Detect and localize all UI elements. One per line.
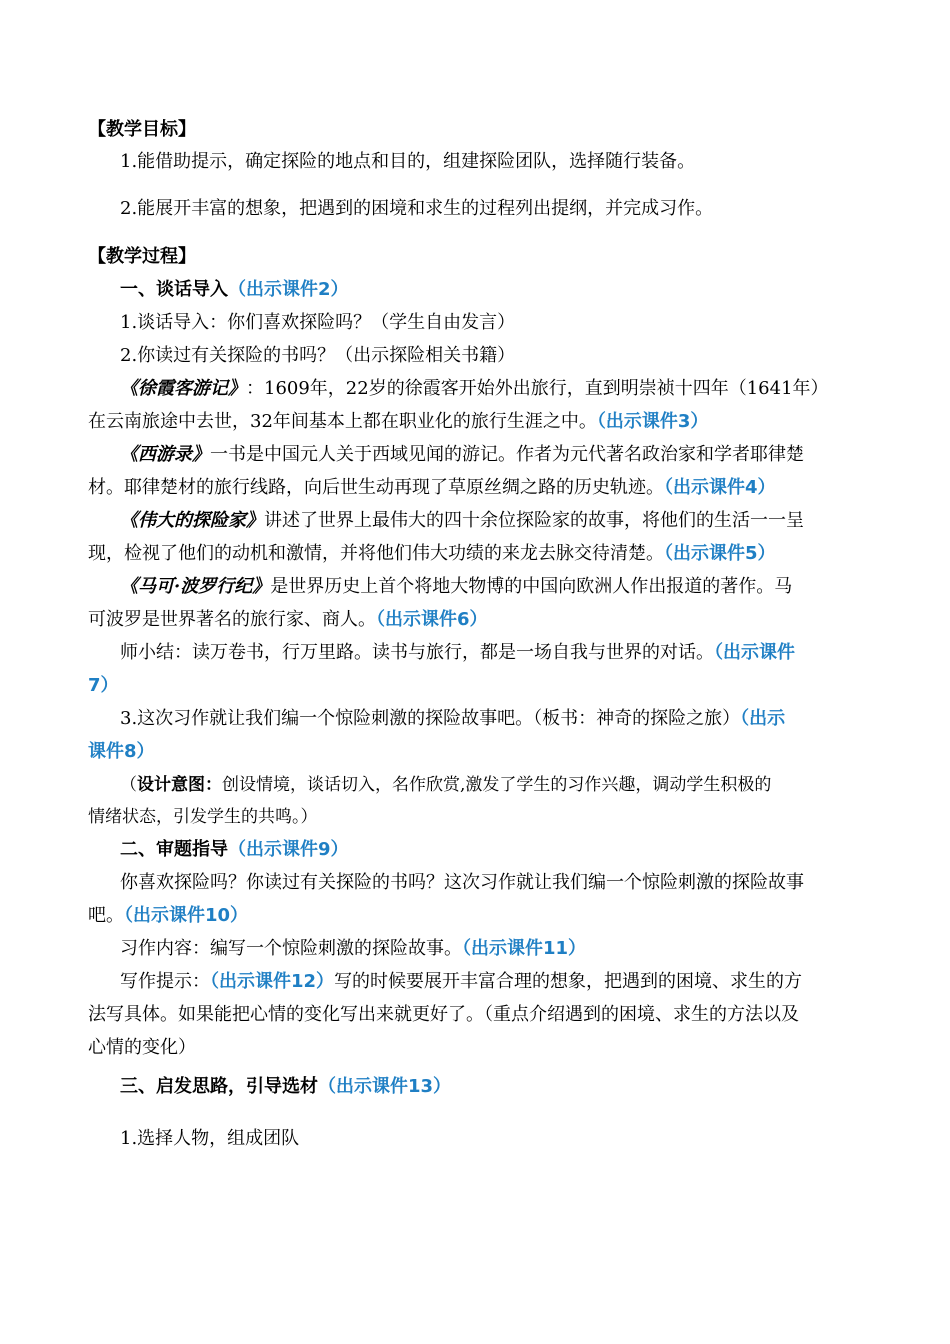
book1-line1	[120, 378, 829, 400]
book4-note: （出示课件6）	[376, 609, 488, 630]
book3-title: 《伟大的探险家》	[120, 510, 264, 531]
part3-item1: 1.选择人物，组成团队	[120, 1128, 300, 1149]
design-line2: 情绪状态，引发学生的共鸣。）	[88, 807, 318, 827]
book3-line2	[88, 543, 776, 565]
book3-text2: 现，检视了他们的动机和激情，并将他们伟大功绩的来龙去脉交待清楚。	[88, 543, 664, 564]
design-label: 设计意图：	[137, 775, 222, 795]
part3-heading-line	[120, 1076, 451, 1098]
part2-tips-line1	[120, 971, 802, 993]
book3-note: （出示课件5）	[664, 543, 776, 564]
part2-content-line	[120, 938, 586, 960]
part2-p1-note: （出示课件10）	[124, 905, 249, 926]
part1-heading-line	[120, 279, 349, 301]
design-line1	[120, 774, 771, 796]
book2-text2: 材。耶律楚材的旅行线路，向后世生动再现了草原丝绸之路的历史轨迹。	[88, 477, 664, 498]
part2-tips-note: （出示课件12）	[210, 971, 335, 992]
book2-line2	[88, 477, 776, 499]
book4-line2	[88, 609, 488, 631]
item3-line1	[120, 708, 785, 730]
book2-text1: 一书是中国元人关于西域见闻的游记。作者为元代著名政治家和学者耶律楚	[210, 444, 804, 465]
summary-note-1: （出示课件	[714, 642, 795, 663]
book1-text1: ：1609年，22岁的徐霞客开始外出旅行，直到明崇祯十四年（1641年）	[246, 378, 829, 399]
part1-heading-note: （出示课件2）	[228, 279, 349, 300]
part2-heading-note: （出示课件9）	[228, 839, 349, 860]
summary-line2	[88, 675, 119, 697]
design-prefix: （	[120, 775, 137, 795]
summary-note-2: 7）	[88, 675, 119, 696]
book2-note: （出示课件4）	[664, 477, 776, 498]
goals-heading: 【教学目标】	[88, 119, 196, 140]
part3-heading: 三、启发思路，引导选材	[120, 1076, 318, 1097]
book3-line1	[120, 510, 804, 532]
part2-p1-line2	[88, 905, 248, 927]
process-heading: 【教学过程】	[88, 246, 196, 267]
summary-line1	[120, 642, 795, 664]
part2-p1-text2: 吧。	[88, 905, 124, 926]
book1-line2	[88, 411, 708, 433]
part2-tips-prefix: 写作提示：	[120, 971, 210, 992]
book1-title: 《徐霞客游记》	[120, 378, 246, 399]
part2-tips-line2: 法写具体。如果能把心情的变化写出来就更好了。（重点介绍遇到的困境、求生的方法以及	[88, 1004, 799, 1025]
book2-title: 《西游录》	[120, 444, 210, 465]
book2-line1	[120, 444, 804, 466]
part1-item2: 2.你读过有关探险的书吗？（出示探险相关书籍）	[120, 345, 516, 366]
part1-heading: 一、谈话导入	[120, 279, 228, 300]
part2-heading: 二、审题指导	[120, 839, 228, 860]
part2-content-note: （出示课件11）	[462, 938, 587, 959]
book4-title: 《马可·波罗行纪》	[120, 576, 271, 597]
book1-note: （出示课件3）	[596, 411, 709, 432]
item3-note-2: 课件8）	[88, 741, 155, 762]
book4-text1: 是世界历史上首个将地大物博的中国向欧洲人作出报道的著作。马	[270, 576, 793, 597]
item3-line2	[88, 741, 155, 763]
part2-content: 习作内容：编写一个惊险刺激的探险故事。	[120, 938, 462, 959]
part2-tips-line3: 心情的变化）	[88, 1037, 196, 1058]
part3-heading-note: （出示课件13）	[318, 1076, 452, 1097]
item3-text: 3.这次习作就让我们编一个惊险刺激的探险故事吧。（板书：神奇的探险之旅）	[120, 708, 741, 729]
part2-heading-line	[120, 839, 349, 861]
book4-line1	[120, 576, 792, 598]
part2-tips-text1: 写的时候要展开丰富合理的想象，把遇到的困境、求生的方	[334, 971, 803, 992]
book3-text1: 讲述了世界上最伟大的四十余位探险家的故事，将他们的生活一一呈	[264, 510, 804, 531]
goal-2: 2.能展开丰富的想象，把遇到的困境和求生的过程列出提纲，并完成习作。	[120, 198, 714, 219]
book1-text2: 在云南旅途中去世，32年间基本上都在职业化的旅行生涯之中。	[88, 411, 597, 432]
goal-1: 1.能借助提示，确定探险的地点和目的，组建探险团队，选择随行装备。	[120, 151, 696, 172]
summary-text: 师小结：读万卷书，行万里路。读书与旅行，都是一场自我与世界的对话。	[120, 642, 714, 663]
part1-item1: 1.谈话导入：你们喜欢探险吗？（学生自由发言）	[120, 312, 516, 333]
design-text1: 创设情境，谈话切入，名作欣赏,激发了学生的习作兴趣，调动学生积极的	[222, 775, 772, 795]
part2-p1-line1: 你喜欢探险吗？你读过有关探险的书吗？这次习作就让我们编一个惊险刺激的探险故事	[120, 872, 804, 893]
book4-text2: 可波罗是世界著名的旅行家、商人。	[88, 609, 376, 630]
item3-note-1: （出示	[740, 708, 786, 729]
